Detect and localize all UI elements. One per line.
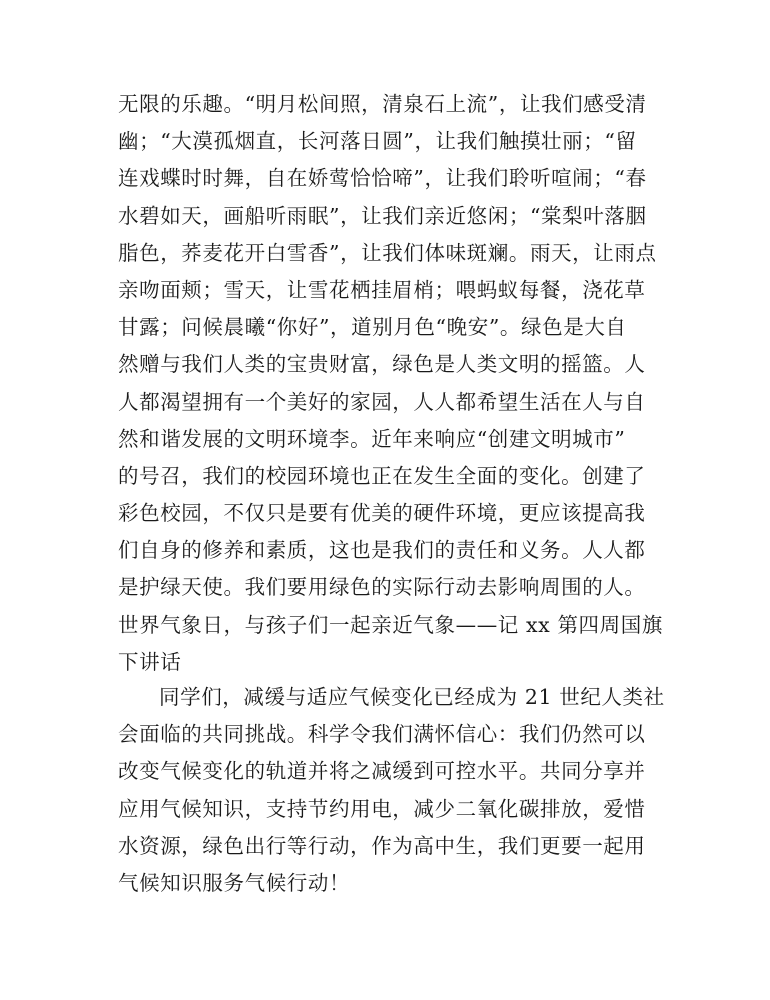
text-line: 脂色，荞麦花开白雪香”，让我们体味斑斓。雨天，让雨点 (118, 240, 657, 265)
text-line: 甘露；问候晨曦“你好”，道别月色“晚安”。绿色是大自 (118, 315, 627, 340)
text-line: 们自身的修养和素质，这也是我们的责任和义务。人人都 (118, 538, 646, 563)
text-line: 气候知识服务气候行动！ (118, 870, 351, 895)
text-line: 人都渴望拥有一个美好的家园，人人都希望生活在人与自 (118, 389, 646, 414)
text-line: 水碧如天，画船听雨眠”，让我们亲近悠闲；“棠梨叶落胭 (118, 203, 647, 228)
text-line: 水资源，绿色出行等行动，作为高中生，我们更要一起用 (118, 833, 646, 858)
body-paragraph-2 (118, 679, 665, 902)
text-line: 无限的乐趣。“明月松间照，清泉石上流”，让我们感受清 (118, 92, 647, 116)
text-line: 彩色校园，不仅只是要有优美的硬件环境，更应该提高我 (118, 501, 646, 526)
text-line: 世界气象日，与孩子们一起亲近气象——记 xx 第四周国旗 (118, 612, 663, 637)
text-line: 然赠与我们人类的宝贵财富，绿色是人类文明的摇篮。人 (118, 352, 646, 377)
text-line: 同学们，减缓与适应气候变化已经成为 21 世纪人类社 (159, 685, 665, 709)
text-line: 的号召，我们的校园环境也正在发生全面的变化。创建了 (118, 463, 646, 488)
text-line: 改变气候变化的轨道并将之减缓到可控水平。共同分享并 (118, 759, 646, 784)
text-line: 然和谐发展的文明环境李。近年来响应“创建文明城市” (118, 426, 626, 451)
text-line: 连戏蝶时时舞，自在娇莺恰恰啼”，让我们聆听喧闹；“春 (118, 166, 647, 191)
body-paragraph-1 (118, 86, 663, 681)
text-line: 幽；“大漠孤烟直，长河落日圆”，让我们触摸壮丽；“留 (118, 129, 637, 154)
text-line: 应用气候知识，支持节约用电，减少二氧化碳排放，爱惜 (118, 796, 646, 821)
text-line: 下讲话 (118, 649, 182, 674)
text-line: 会面临的共同挑战。科学令我们满怀信心：我们仍然可以 (118, 722, 646, 747)
text-line: 亲吻面颊；雪天，让雪花栖挂眉梢；喂蚂蚁每餐，浇花草 (118, 277, 646, 302)
text-line: 是护绿天使。我们要用绿色的实际行动去影响周围的人。 (118, 575, 646, 600)
